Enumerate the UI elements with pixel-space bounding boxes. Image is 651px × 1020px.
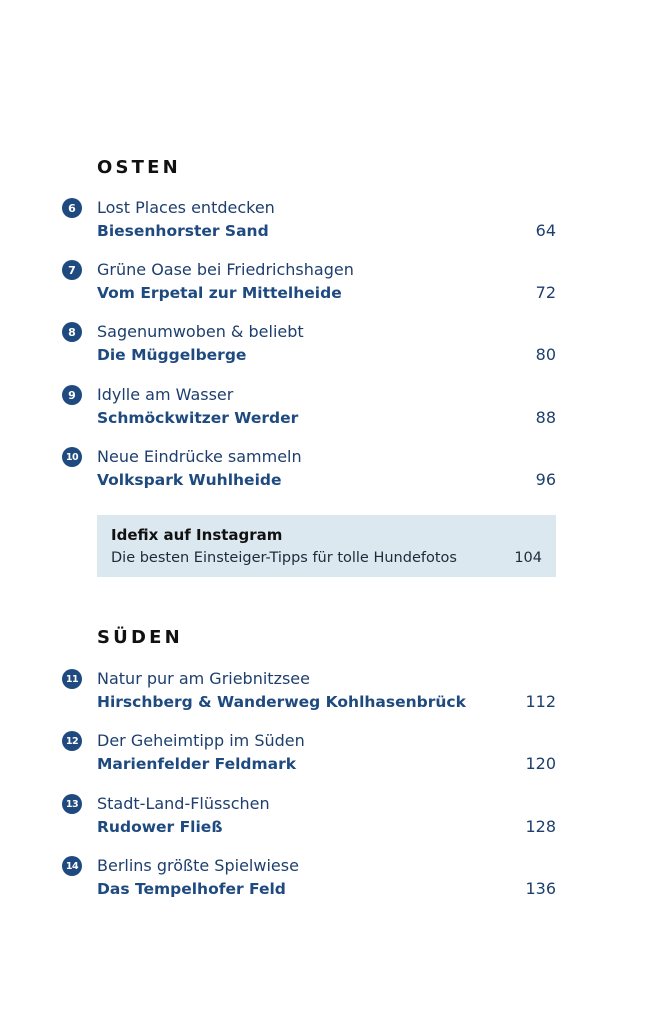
number-badge: 12 [62,731,82,751]
page-number: 80 [535,345,556,364]
toc-entry[interactable] [0,856,651,906]
toc-entry[interactable] [0,731,651,781]
entry-subtitle: Grüne Oase bei Friedrichshagen [97,260,354,279]
toc-entry[interactable] [0,385,651,435]
entry-title: Vom Erpetal zur Mittelheide [97,284,342,302]
number-badge: 14 [62,856,82,876]
entry-title: Marienfelder Feldmark [97,755,297,773]
toc-entry[interactable] [0,322,651,372]
entry-subtitle: Natur pur am Griebnitzsee [97,669,310,688]
page-number: 120 [525,754,556,773]
infobox-text: Die besten Einsteiger-Tipps für tolle Hundefotos [111,550,457,566]
page-number: 88 [535,408,556,427]
toc-entry[interactable] [0,447,651,497]
toc-entry[interactable] [0,794,651,844]
entry-subtitle: Idylle am Wasser [97,385,234,404]
toc-entry[interactable] [0,669,651,719]
entry-title: Biesenhorster Sand [97,222,269,240]
number-badge: 6 [62,198,82,218]
page-number: 96 [535,470,556,489]
section-heading-osten: OSTEN [97,157,181,178]
page-number: 112 [525,692,556,711]
number-badge: 9 [62,385,82,405]
entry-title: Die Müggelberge [97,346,247,364]
entry-subtitle: Berlins größte Spielwiese [97,856,299,875]
entry-subtitle: Sagenumwoben & beliebt [97,322,304,341]
entry-subtitle: Der Geheimtipp im Süden [97,731,305,750]
entry-title: Hirschberg & Wanderweg Kohlhasenbrück [97,693,466,711]
toc-entry[interactable] [0,198,651,248]
entry-title: Schmöckwitzer Werder [97,409,299,427]
entry-title: Das Tempelhofer Feld [97,880,286,898]
entry-title: Volkspark Wuhlheide [97,471,282,489]
number-badge: 10 [62,447,82,467]
page-number: 72 [535,283,556,302]
infobox-title: Idefix auf Instagram [111,526,283,544]
toc-entry[interactable] [0,260,651,310]
number-badge: 13 [62,794,82,814]
entry-subtitle: Stadt-Land-Flüsschen [97,794,270,813]
number-badge: 7 [62,260,82,280]
number-badge: 8 [62,322,82,342]
entry-title: Rudower Fließ [97,818,223,836]
entry-subtitle: Lost Places entdecken [97,198,275,217]
page-number: 64 [535,221,556,240]
section-heading-sueden: SÜDEN [97,627,183,648]
instagram-infobox[interactable] [97,515,556,577]
infobox-page-number: 104 [514,550,542,566]
entry-subtitle: Neue Eindrücke sammeln [97,447,302,466]
page-number: 136 [525,879,556,898]
page-number: 128 [525,817,556,836]
number-badge: 11 [62,669,82,689]
